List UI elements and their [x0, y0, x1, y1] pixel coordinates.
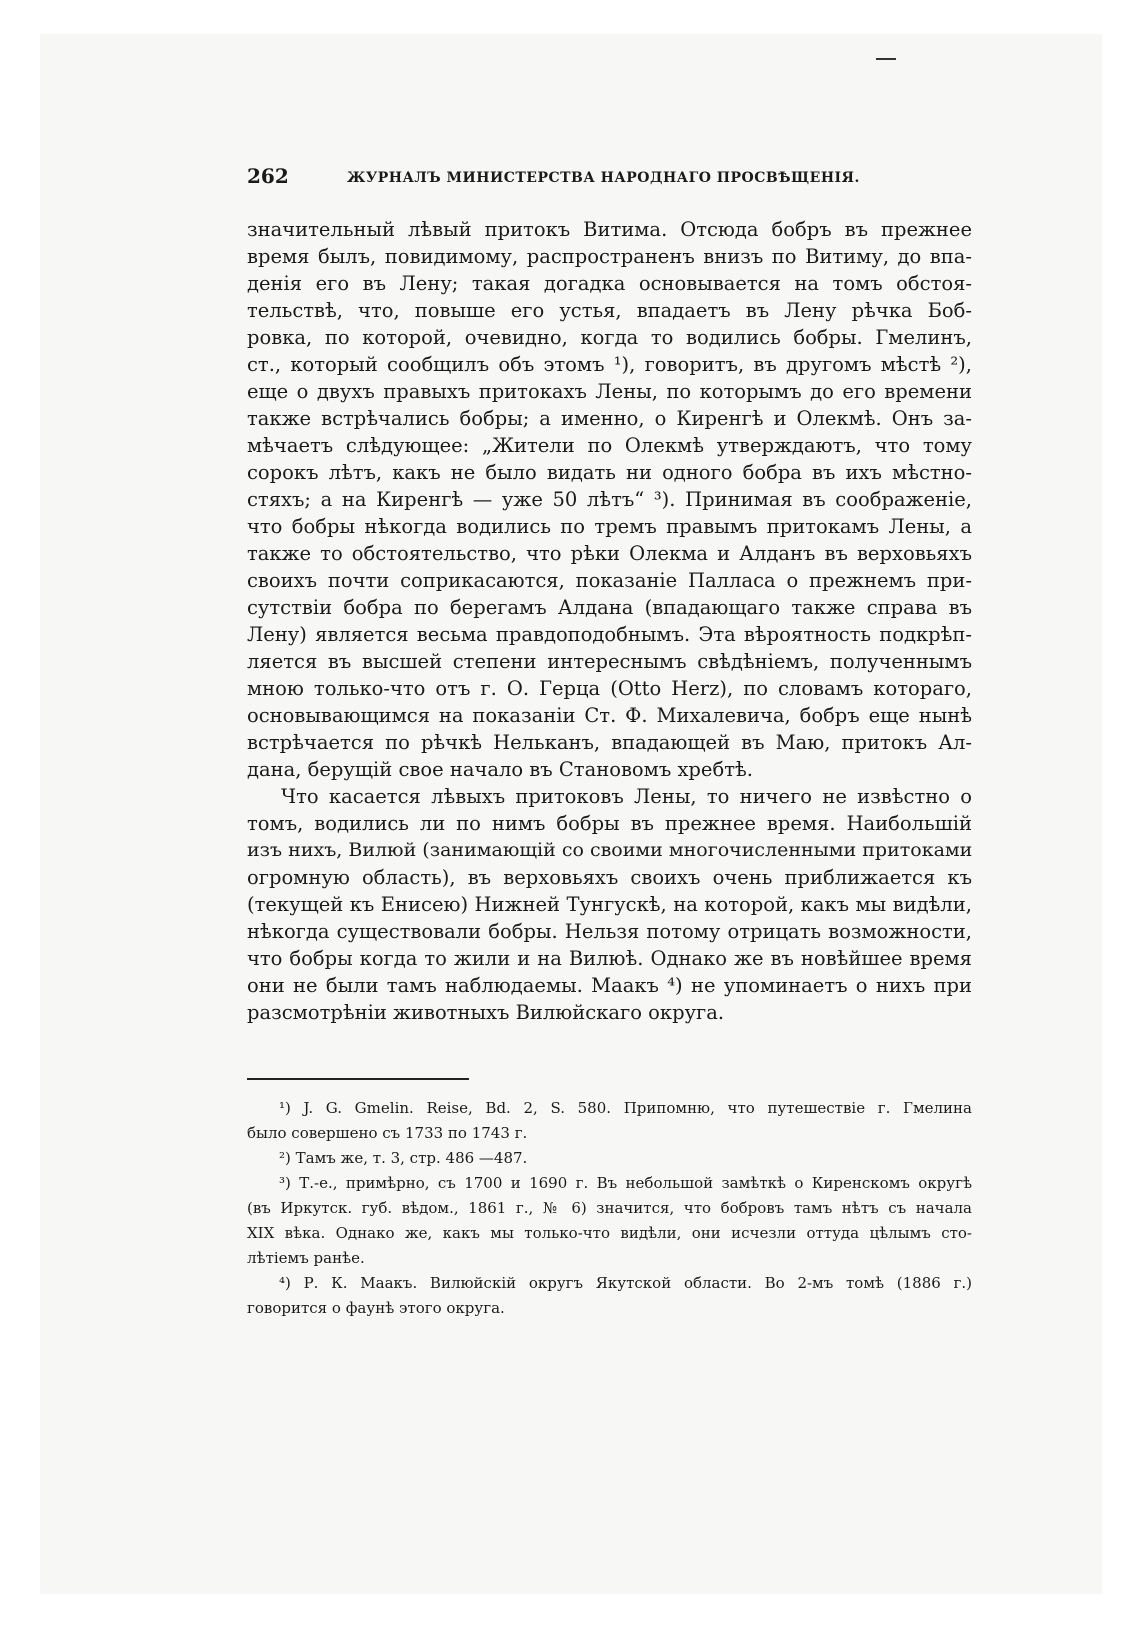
text-line: нѣкогда существовали бобры. Нельзя потому отрицать возможности,: [247, 920, 972, 943]
text-line: что бобры нѣкогда водились по тремъ правымъ притокамъ Лены, а: [247, 515, 972, 538]
footnote-line: ¹) J. G. Gmelin. Reise, Bd. 2, S. 580. Припомню, что путешествіе г. Гмелина: [279, 1099, 972, 1117]
text-line: основывающимся на показаніи Ст. Ф. Михалевича, бобръ еще нынѣ: [247, 704, 972, 727]
text-line: значительный лѣвый притокъ Витима. Отсюда бобръ въ прежнее: [247, 218, 972, 241]
text-line: еще о двухъ правыхъ притокахъ Лены, по которымъ до его времени: [247, 380, 972, 403]
footnote-line: ³) Т.-е., примѣрно, съ 1700 и 1690 г. Въ небольшой замѣткѣ о Киренскомъ округѣ: [279, 1174, 972, 1192]
footnote-line: говорится о фаунѣ этого округа.: [247, 1299, 505, 1317]
text-line: Лену) является весьма правдоподобнымъ. Эта вѣроятность подкрѣп-: [247, 623, 972, 646]
text-line: денія его въ Лену; такая догадка основывается на томъ обстоя-: [247, 272, 972, 295]
text-line: разсмотрѣніи животныхъ Вилюйскаго округа.: [247, 1001, 725, 1024]
text-line: ст., который сообщилъ объ этомъ ¹), говоритъ, въ другомъ мѣстѣ ²),: [247, 353, 972, 376]
text-line: время былъ, повидимому, распространенъ внизъ по Витиму, до впа-: [247, 245, 972, 268]
text-line: также то обстоятельство, что рѣки Олекма и Алданъ въ верховьяхъ: [247, 542, 972, 565]
text-line: они не были тамъ наблюдаемы. Маакъ ⁴) не упоминаетъ о нихъ при: [247, 974, 972, 997]
text-line: тельствѣ, что, повыше его устья, впадаетъ въ Лену рѣчка Боб-: [247, 299, 972, 322]
text-line: также встрѣчались бобры; а именно, о Киренгѣ и Олекмѣ. Онъ за-: [247, 407, 972, 430]
text-line: сутствіи бобра по берегамъ Алдана (впадающаго также справа въ: [247, 596, 972, 619]
text-line: (текущей къ Енисею) Нижней Тунгускѣ, на которой, какъ мы видѣли,: [247, 893, 972, 916]
footnote-line: XIX вѣка. Однако же, какъ мы только-что видѣли, они исчезли оттуда цѣлымъ сто-: [247, 1224, 972, 1242]
text-line: встрѣчается по рѣчкѣ Нельканъ, впадающей въ Маю, притокъ Ал-: [247, 731, 972, 754]
text-line: стяхъ; а на Киренгѣ — уже 50 лѣтъ“ ³). Принимая въ соображеніе,: [247, 488, 972, 511]
footnote-divider: [247, 1078, 469, 1080]
scan-mark: [876, 58, 896, 60]
main-text: [247, 216, 972, 1026]
text-line: изъ нихъ, Вилюй (занимающій со своими многочисленными притоками: [247, 839, 973, 861]
text-line: мѣчаетъ слѣдующее: „Жители по Олекмѣ утверждаютъ, что тому: [247, 434, 972, 457]
text-line: своихъ почти соприкасаются, показаніе Палласа о прежнемъ при-: [247, 569, 972, 592]
footnotes: [247, 1096, 972, 1321]
text-line: ровка, по которой, очевидно, когда то водились бобры. Гмелинъ,: [247, 326, 972, 349]
page-number: 262: [247, 164, 289, 188]
text-line: сорокъ лѣтъ, какъ не было видать ни одного бобра въ ихъ мѣстно-: [247, 461, 972, 484]
text-line: томъ, водились ли по нимъ бобры въ прежнее время. Наибольшій: [247, 812, 972, 835]
running-head: ЖУРНАЛЪ МИНИСТЕРСТВА НАРОДНАГО ПРОСВѢЩЕНІЯ.: [347, 170, 860, 186]
page-header: [247, 164, 937, 194]
text-line: ляется въ высшей степени интереснымъ свѣдѣніемъ, полученнымъ: [247, 650, 972, 673]
footnote-line: лѣтіемъ ранѣе.: [247, 1249, 365, 1267]
text-line: дана, берущій свое начало въ Становомъ хребтѣ.: [247, 758, 753, 781]
text-line: Что касается лѣвыхъ притоковъ Лены, то ничего не извѣстно о: [281, 785, 972, 808]
footnote-line: ²) Тамъ же, т. 3, стр. 486 —487.: [279, 1149, 528, 1167]
footnote-line: (въ Иркутск. губ. вѣдом., 1861 г., № 6) значится, что бобровъ тамъ нѣтъ съ начала: [247, 1199, 972, 1217]
text-line: огромную область), въ верховьяхъ своихъ очень приближается къ: [247, 866, 972, 889]
footnote-line: ⁴) Р. К. Маакъ. Вилюйскій округъ Якутской области. Во 2-мъ томѣ (1886 г.): [279, 1274, 972, 1292]
footnote-line: было совершено съ 1733 по 1743 г.: [247, 1124, 528, 1142]
text-line: что бобры когда то жили и на Вилюѣ. Однако же въ новѣйшее время: [247, 947, 972, 970]
text-line: мною только-что отъ г. О. Герца (Otto Herz), по словамъ котораго,: [247, 677, 972, 700]
